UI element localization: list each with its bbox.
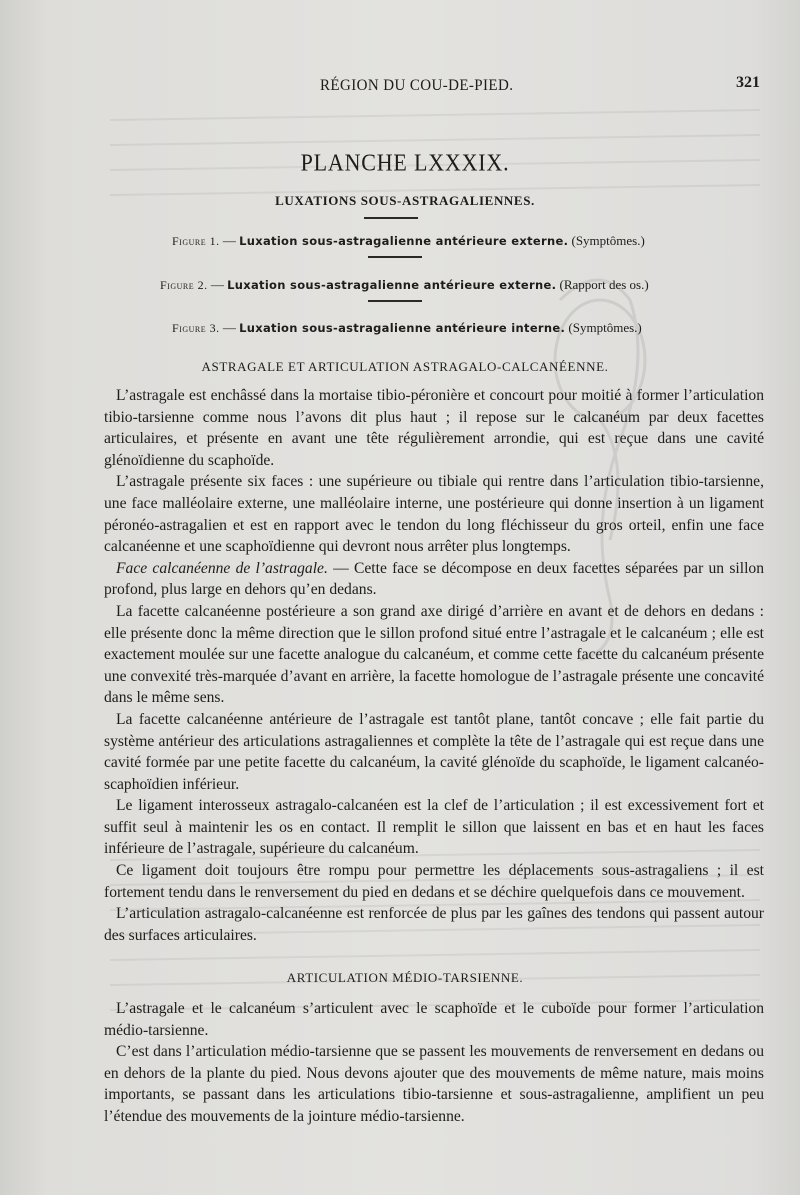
caption-dash: —	[222, 233, 236, 248]
paragraph: L’astragale présente six faces : une supérieure ou tibiale qui rentre dans l’articulation tibio-tarsienne, une face malléolaire externe, une malléolaire interne, une postérieure qui donne insertion à un ligament péronéo-astragalien et est en rapport avec le tendon du long fléchisseur du gros orteil, enfin une face calcanéenne et une scaphoïdienne qui devront nous arrêter plus longtemps.	[104, 473, 764, 556]
caption-dash: —	[222, 320, 236, 335]
paragraph: Ce ligament doit toujours être rompu pour permettre les déplacements sous-astragaliens ; il est fortement tendu dans le renversement du pied en dedans et se déchire quelquefois dans ce mouvement.	[104, 862, 764, 901]
figure-note: (Rapport des os.)	[559, 277, 649, 292]
section-heading: ARTICULATION MÉDIO-TARSIENNE.	[286, 970, 524, 985]
figure-title: Luxation sous-astragalienne antérieure interne.	[239, 321, 566, 335]
paragraph: L’astragale est enchâssé dans la mortaise tibio-péronière et concourt pour moitié à former l’articulation tibio-tarsienne comme nous l’avons dit plus haut ; il repose sur le calcanéum par deux facettes articulaires, et présente en avant une tête régulièrement arrondie, qui est reçue dans une cavité glénoïdienne du scaphoïde.	[104, 387, 764, 469]
caption-dash: —	[210, 277, 224, 292]
page-number: 321	[736, 74, 760, 91]
plate-title: PLANCHE LXXXIX.	[300, 148, 510, 177]
paragraph: La facette calcanéenne postérieure a son grand axe dirigé d’arrière en avant et de dehors en dedans : elle présente donc la même direction que le sillon profond situé entre l’astragale et le calcanéum ; elle est exactement moulée sur une facette analogue du calcanéum, et comme cette facette du calcanéum présente une convexité très-marquée d’avant en arrière, la facette homologue de l’astragale présente une concavité dans le même sens.	[104, 602, 764, 707]
figure-title: Luxation sous-astragalienne antérieure externe.	[239, 234, 569, 248]
figure-title: Luxation sous-astragalienne antérieure externe.	[227, 278, 557, 292]
paragraph: L’astragale et le calcanéum s’articulent avec le scaphoïde et le cuboïde pour former l’articulation médio-tarsienne.	[104, 1000, 764, 1039]
figure-label: Figure 3.	[172, 321, 220, 335]
plate-subtitle: LUXATIONS SOUS-ASTRAGALIENNES.	[275, 193, 535, 208]
divider-rule	[368, 300, 422, 302]
paragraph: La facette calcanéenne antérieure de l’astragale est tantôt plane, tantôt concave ; elle fait partie du système antérieur des articulations astragaliennes et complète la tête de l’astragale qui est reçue dans une cavité formée par une petite facette du calcanéum, la cavité glénoïde du scaphoïde, le ligament calcanéo-scaphoïdien inférieur.	[104, 710, 764, 793]
section-body	[104, 998, 764, 1128]
divider-rule	[364, 217, 418, 219]
figure-caption	[172, 233, 645, 249]
figure-caption	[172, 320, 642, 336]
figure-caption	[160, 277, 649, 293]
figure-label: Figure 1.	[172, 234, 220, 248]
section-body	[104, 385, 764, 946]
running-head: RÉGION DU COU-DE-PIED.	[320, 77, 514, 95]
figure-note: (Symptômes.)	[568, 320, 642, 335]
italic-lead: Face calcanéenne de l’astragale.	[116, 559, 328, 577]
paragraph: C’est dans l’articulation médio-tarsienne que se passent les mouvements de renversement en dedans ou en dehors de la plante du pied. Nous devons ajouter que des mouvements de même nature, mais moins importants, se passant dans les articulations tibio-tarsienne et sous-astragalienne, amplifient un peu l’étendue des mouvements de la jointure médio-tarsienne.	[104, 1043, 764, 1125]
figure-note: (Symptômes.)	[571, 233, 645, 248]
paragraph: Le ligament interosseux astragalo-calcanéen est la clef de l’articulation ; il est excessivement fort et suffit seul à maintenir les os en contact. Il remplit le sillon que laissent en bas et en haut les faces inférieure de l’astragale, supérieure du calcanéum.	[104, 797, 764, 858]
paragraph: L’articulation astragalo-calcanéenne est renforcée de plus par les gaînes des tendons qui passent autour des surfaces articulaires.	[104, 905, 764, 944]
paragraph-text: — Cette face se décompose en deux facettes séparées par un sillon profond, plus large en dehors qu’en dedans.	[104, 559, 764, 599]
paragraph	[104, 558, 764, 601]
divider-rule	[368, 256, 422, 258]
section-heading: ASTRAGALE ET ARTICULATION ASTRAGALO-CALCANÉENNE.	[201, 359, 609, 374]
figure-label: Figure 2.	[160, 278, 208, 292]
